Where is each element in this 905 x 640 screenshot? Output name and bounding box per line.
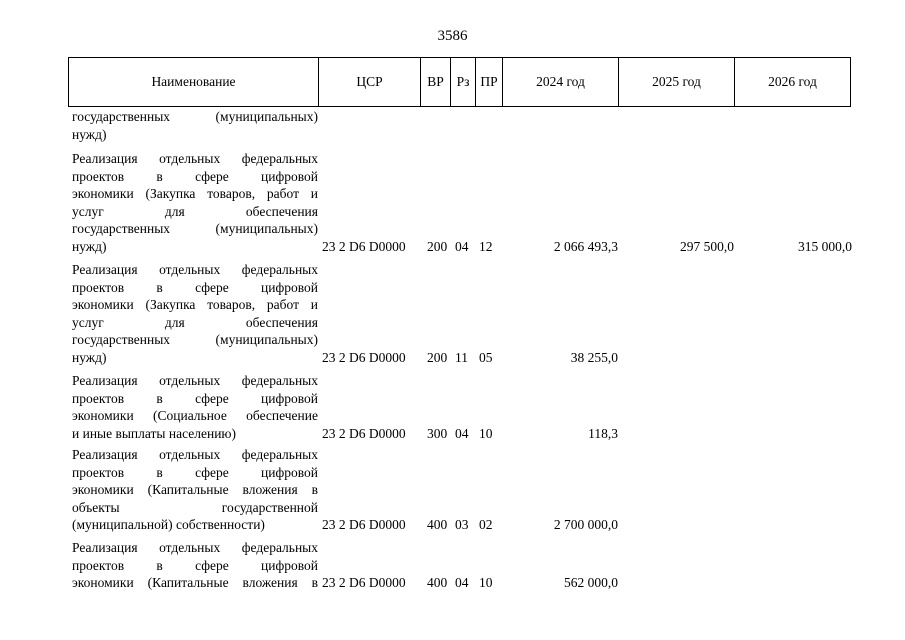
row-2024: 38 255,0 xyxy=(570,349,618,365)
row-2024: 2 066 493,3 xyxy=(553,238,618,254)
header-2024: 2024 год xyxy=(503,58,619,107)
row-csr: 23 2 D6 D0000 xyxy=(322,575,406,590)
row-name-line: Реализация отдельных федеральных xyxy=(72,151,318,166)
row-name-line: услуг для обеспечения xyxy=(72,203,318,219)
row-name-line: услуг для обеспечения xyxy=(72,314,318,330)
budget-table-header xyxy=(68,57,851,107)
row-name-line: экономики (Закупка товаров, работ и xyxy=(72,186,318,201)
row-vr: 200 xyxy=(427,238,448,254)
row-name-line: объекты государственной xyxy=(72,499,318,515)
row-vr: 300 xyxy=(427,425,448,441)
row-rz: 04 xyxy=(455,425,469,441)
header-2026: 2026 год xyxy=(735,58,851,107)
row-name-line: и иные выплаты населению) xyxy=(72,425,237,441)
row-pr: 05 xyxy=(479,349,493,365)
header-name: Наименование xyxy=(69,58,319,107)
row-name xyxy=(72,539,318,592)
row-csr: 23 2 D6 D0000 xyxy=(322,517,406,532)
row-name-line: государственных (муниципальных) xyxy=(72,332,318,347)
row-2025: 297 500,0 xyxy=(680,238,734,254)
row-pr: 10 xyxy=(479,575,493,590)
row-pr: 10 xyxy=(479,425,493,441)
row-name xyxy=(72,261,318,366)
row-name-line: государственных (муниципальных) xyxy=(72,221,318,236)
row-rz: 04 xyxy=(455,575,469,590)
row-name-line: проектов в сфере цифровой xyxy=(72,168,318,184)
row-name-line: нужд) xyxy=(72,349,107,365)
row-name-line: экономики (Капитальные вложения в xyxy=(72,575,318,590)
header-pr: ПР xyxy=(476,58,503,107)
row-name-line: Реализация отдельных федеральных xyxy=(72,262,318,277)
row-vr: 400 xyxy=(427,517,448,532)
row-csr: 23 2 D6 D0000 xyxy=(322,349,406,365)
row-name-line: экономики (Закупка товаров, работ и xyxy=(72,297,318,312)
row-name-line: проектов в сфере цифровой xyxy=(72,279,318,295)
row-name-line: экономики (Социальное обеспечение xyxy=(72,408,318,423)
row-name-line: нужд) xyxy=(72,238,107,254)
row-name-line: экономики (Капитальные вложения в xyxy=(72,482,318,497)
row-name-line: Реализация отдельных федеральных xyxy=(72,540,318,555)
row-name-line: проектов в сфере цифровой xyxy=(72,464,318,480)
row-2024: 2 700 000,0 xyxy=(553,517,618,532)
row-csr: 23 2 D6 D0000 xyxy=(322,238,406,254)
row-pr: 02 xyxy=(479,517,493,532)
continued-line: государственных (муниципальных) xyxy=(72,109,318,124)
header-vr: ВР xyxy=(421,58,451,107)
continued-line: нужд) xyxy=(72,126,107,142)
row-name-line: Реализация отдельных федеральных xyxy=(72,373,318,388)
row-name xyxy=(72,446,318,534)
row-name-line: (муниципальной) собственности) xyxy=(72,517,265,532)
row-pr: 12 xyxy=(479,238,493,254)
row-rz: 03 xyxy=(455,517,469,532)
row-2026: 315 000,0 xyxy=(798,238,852,254)
row-name-line: Реализация отдельных федеральных xyxy=(72,447,318,462)
row-2024: 562 000,0 xyxy=(564,575,618,590)
header-csr: ЦСР xyxy=(319,58,421,107)
row-2024: 118,3 xyxy=(588,425,618,441)
row-vr: 200 xyxy=(427,349,448,365)
row-csr: 23 2 D6 D0000 xyxy=(322,425,406,441)
row-name-line: проектов в сфере цифровой xyxy=(72,557,318,573)
header-rz: Рз xyxy=(451,58,476,107)
row-name xyxy=(72,150,318,255)
row-name xyxy=(72,372,318,442)
continued-row-name xyxy=(72,108,318,143)
row-name-line: проектов в сфере цифровой xyxy=(72,390,318,406)
row-rz: 04 xyxy=(455,238,469,254)
row-vr: 400 xyxy=(427,575,448,590)
header-2025: 2025 год xyxy=(619,58,735,107)
page-number: 3586 xyxy=(437,28,468,44)
row-rz: 11 xyxy=(455,349,468,365)
